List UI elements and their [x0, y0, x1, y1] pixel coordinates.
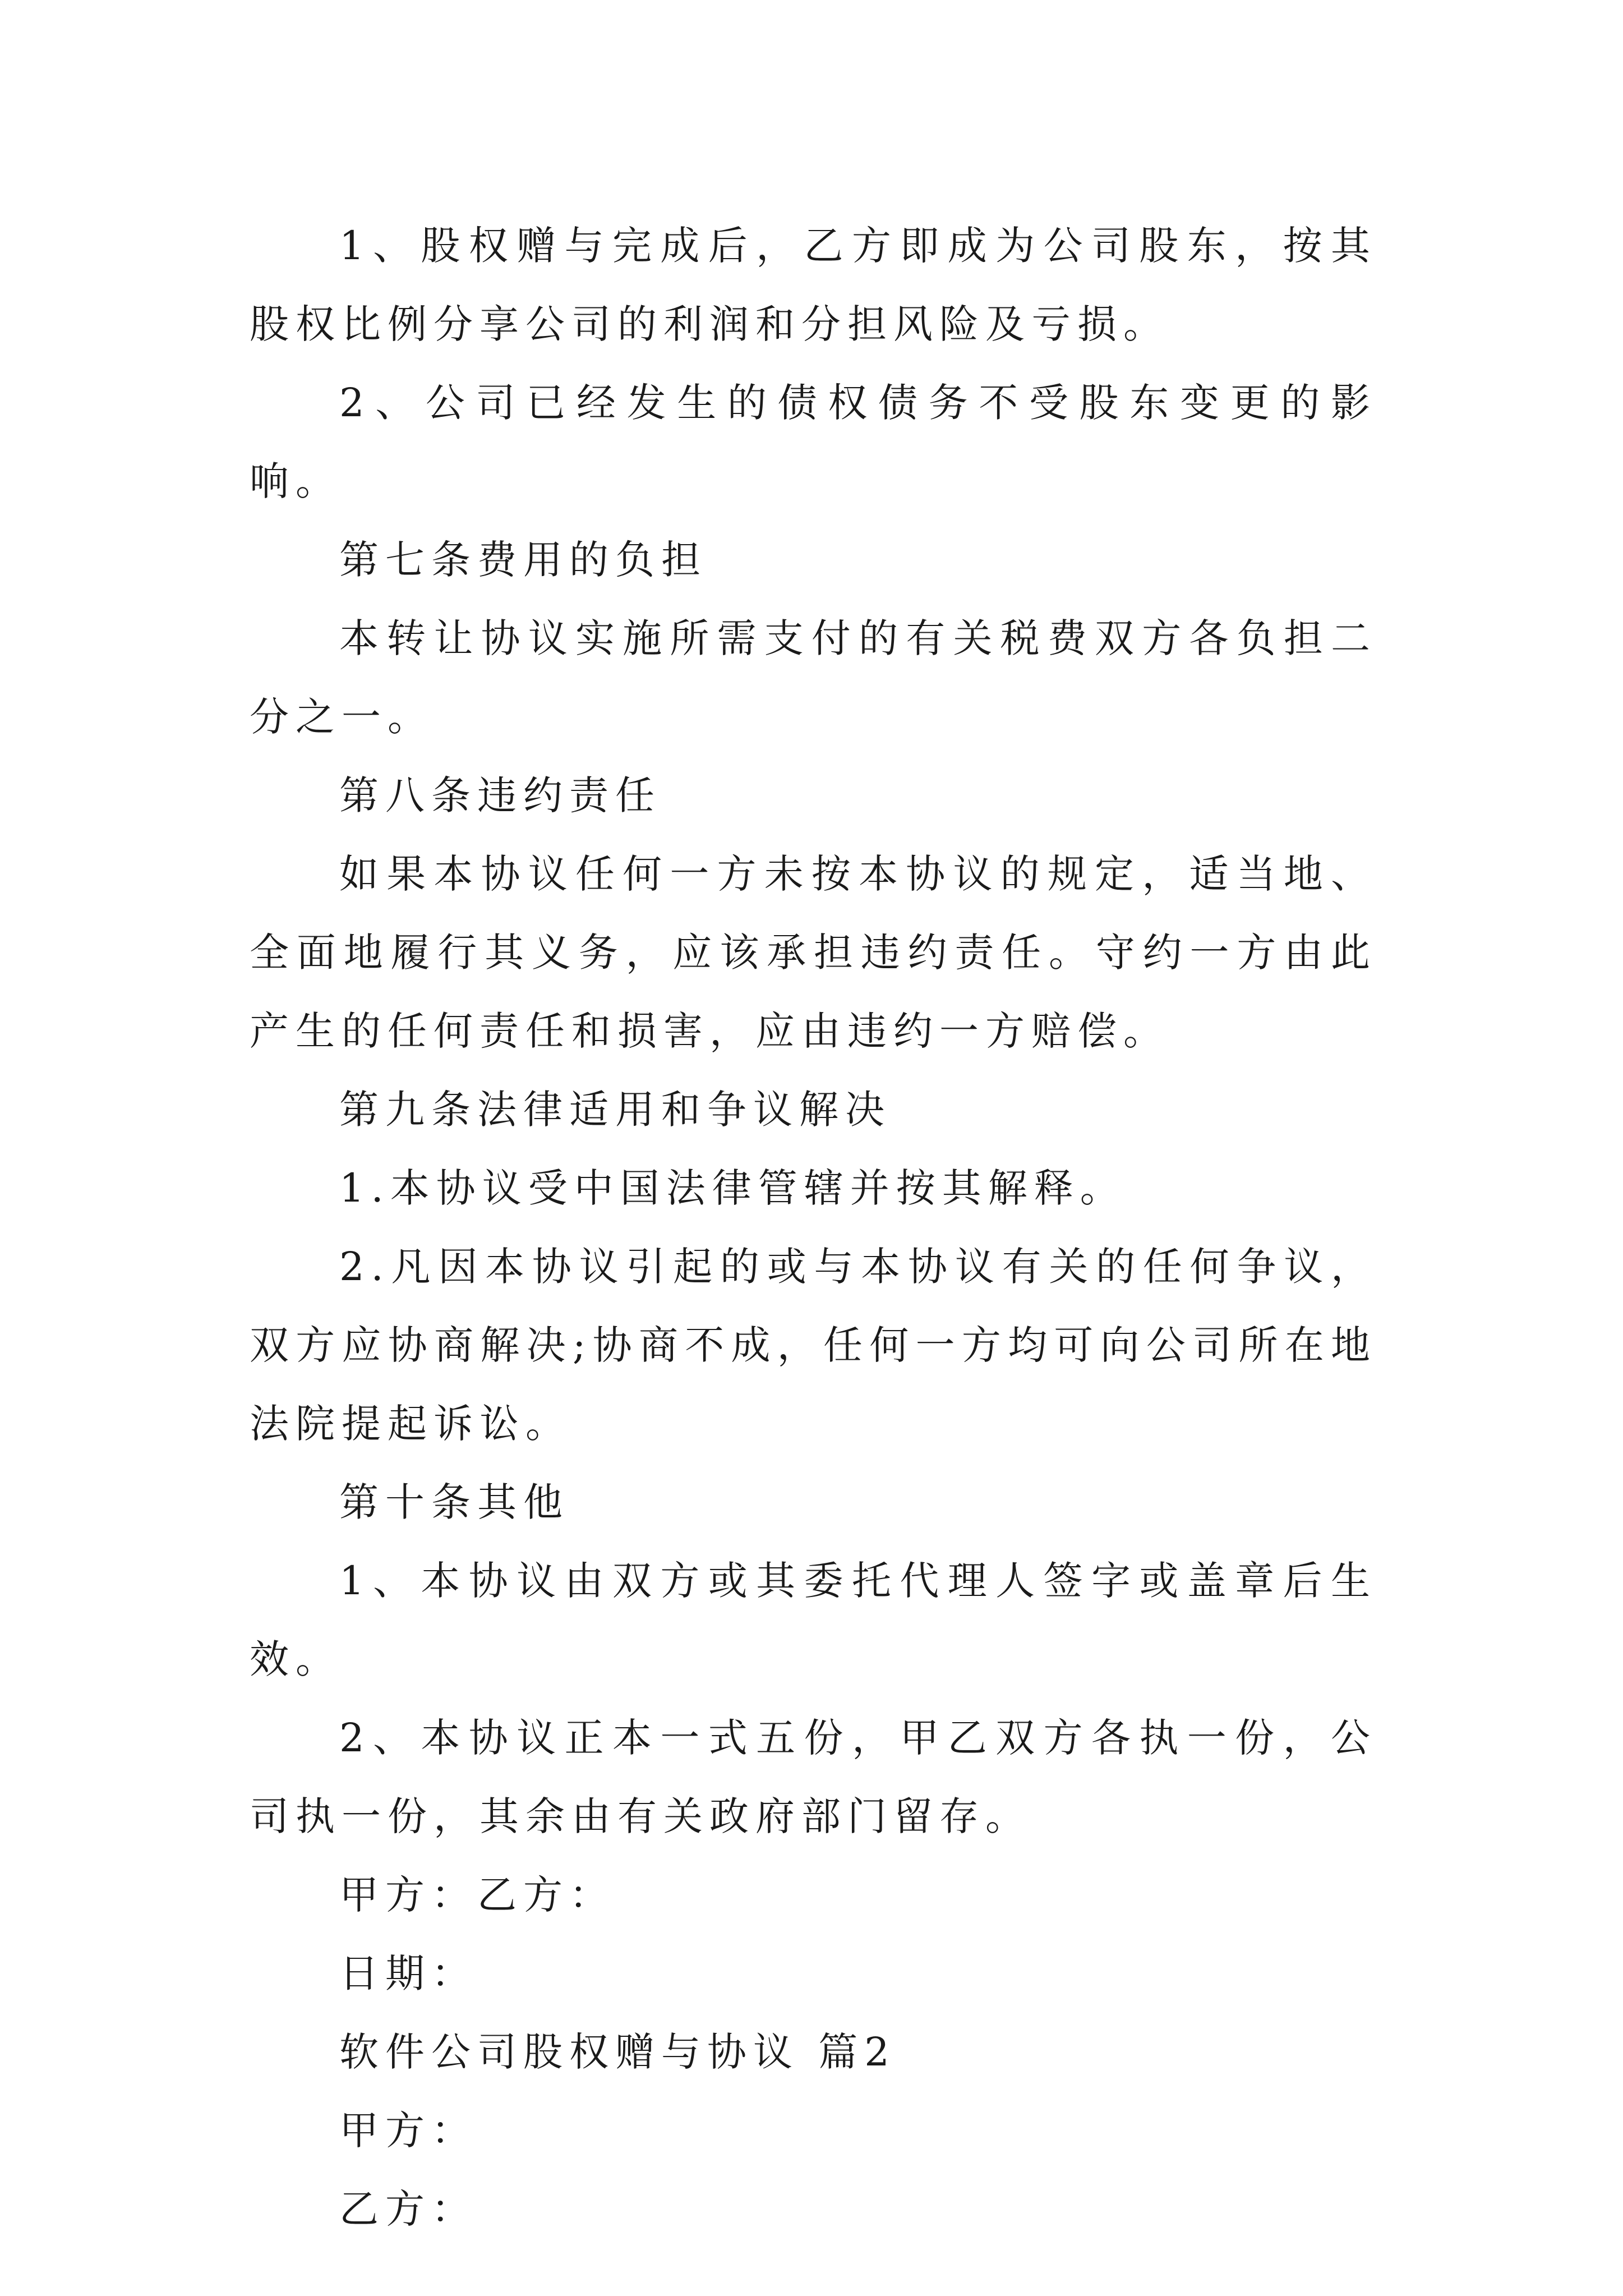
party-a-label: 甲方： — [339, 2108, 477, 2154]
clause-9-heading: 第九条法律适用和争议解决 — [339, 1087, 891, 1133]
document-body — [250, 206, 1377, 2248]
clause-6-item-2: 2、公司已经发生的债权债务不受股东变更的影响。 — [250, 380, 1377, 504]
clause-10-item-2: 2、本协议正本一式五份，甲乙双方各执一份，公司执一份，其余由有关政府部门留存。 — [250, 1715, 1377, 1839]
clause-7-body: 本转让协议实施所需支付的有关税费双方各负担二分之一。 — [250, 615, 1377, 740]
clause-6-item-1: 1、股权赠与完成后，乙方即成为公司股东，按其股权比例分享公司的利润和分担风险及亏损。 — [250, 223, 1377, 347]
party-b-label: 乙方： — [339, 2186, 477, 2232]
clause-8-body: 如果本协议任何一方未按本协议的规定，适当地、全面地履行其义务，应该承担违约责任。守约一方由此产生的任何责任和损害，应由违约一方赔偿。 — [250, 851, 1377, 1054]
signature-parties: 甲方：乙方： — [339, 1872, 615, 1918]
clause-9-item-1: 1.本协议受中国法律管辖并按其解释。 — [339, 1165, 1126, 1211]
clause-10-item-1: 1、本协议由双方或其委托代理人签字或盖章后生效。 — [250, 1558, 1377, 1682]
signature-date: 日期： — [339, 1950, 477, 1996]
clause-10-heading: 第十条其他 — [339, 1479, 569, 1525]
section-title: 软件公司股权赠与协议 篇2 — [339, 2029, 896, 2075]
clause-9-item-2: 2.凡因本协议引起的或与本协议有关的任何争议，双方应协商解决;协商不成，任何一方均可向公司所在地法院提起诉讼。 — [250, 1244, 1377, 1447]
clause-8-heading: 第八条违约责任 — [339, 772, 661, 818]
clause-7-heading: 第七条费用的负担 — [339, 537, 707, 583]
